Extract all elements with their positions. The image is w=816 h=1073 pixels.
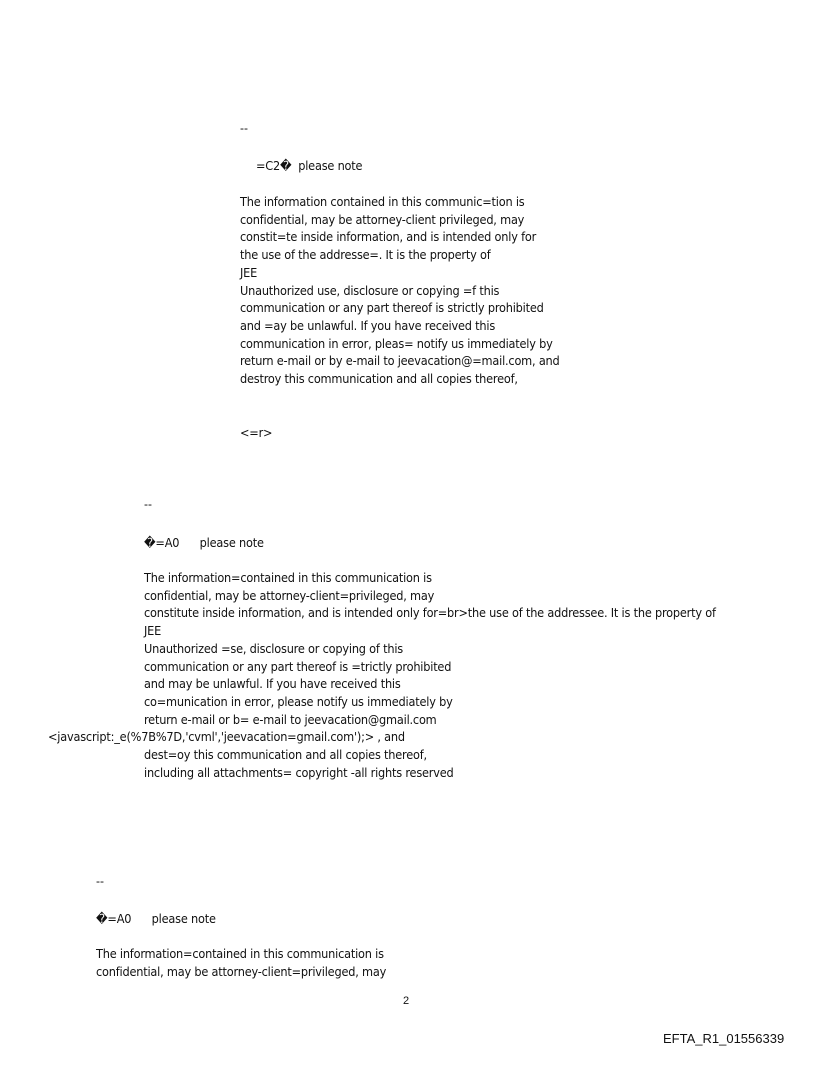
body-line: and may be unlawful. If you have received this: [144, 676, 401, 692]
body-line: confidential, may be attorney-client=privileged, may: [144, 587, 435, 603]
body-line: The information contained in this communic=tion is: [240, 194, 525, 209]
body-line: confidential, may be attorney-client privileged, may: [240, 211, 525, 227]
body-line: The information=contained in this communication is: [96, 946, 384, 961]
page-number: 2: [403, 995, 410, 1007]
body-line: including all attachments= copyright -all rights reserved: [144, 764, 454, 780]
body-line: dest=oy this communication and all copies thereof,: [144, 747, 427, 762]
body-line: return e-mail or by e-mail to jeevacation@=mail.com, and: [240, 353, 560, 369]
body-line: communication or any part thereof is =trictly prohibited: [144, 658, 452, 674]
body-line: communication or any part thereof is strictly prohibited: [240, 300, 544, 316]
body-line: return e-mail or b= e-mail to jeevacation@gmail.com: [144, 711, 437, 727]
trailer-tag: <=r>: [240, 425, 273, 440]
body-line: communication in error, pleas= notify us immediately by: [240, 335, 553, 351]
heading-2: �=A0 please note: [144, 535, 264, 550]
body-line: constit=te inside information, and is intended only for: [240, 229, 537, 245]
body-line: and =ay be unlawful. If you have received this: [240, 317, 496, 333]
heading-3: �=A0 please note: [96, 911, 216, 926]
body-line: destroy this communication and all copies thereof,: [240, 371, 518, 386]
body-line: Unauthorized =se, disclosure or copying of this: [144, 640, 403, 656]
separator-2: --: [144, 497, 152, 511]
document-id: EFTA_R1_01556339: [663, 1031, 785, 1046]
body-line: JEE: [240, 264, 258, 280]
body-line: <javascript:_e(%7B%7D,'cvml','jeevacation=gmail.com');> , and: [48, 729, 405, 745]
body-line: confidential, may be attorney-client=privileged, may: [96, 963, 387, 979]
body-line: the use of the addresse=. It is the property of: [240, 247, 491, 263]
body-line: JEE: [144, 623, 162, 639]
body-line: Unauthorized use, disclosure or copying =f this: [240, 282, 500, 298]
separator-1: --: [240, 121, 248, 135]
body-line: The information=contained in this communication is: [144, 570, 432, 585]
separator-3: --: [96, 874, 104, 888]
heading-1: =C2� please note: [256, 158, 363, 173]
body-line: co=munication in error, please notify us immediately by: [144, 693, 453, 709]
body-line: constitute inside information, and is intended only for=br>the use of the addressee. It is the property of: [144, 605, 716, 621]
